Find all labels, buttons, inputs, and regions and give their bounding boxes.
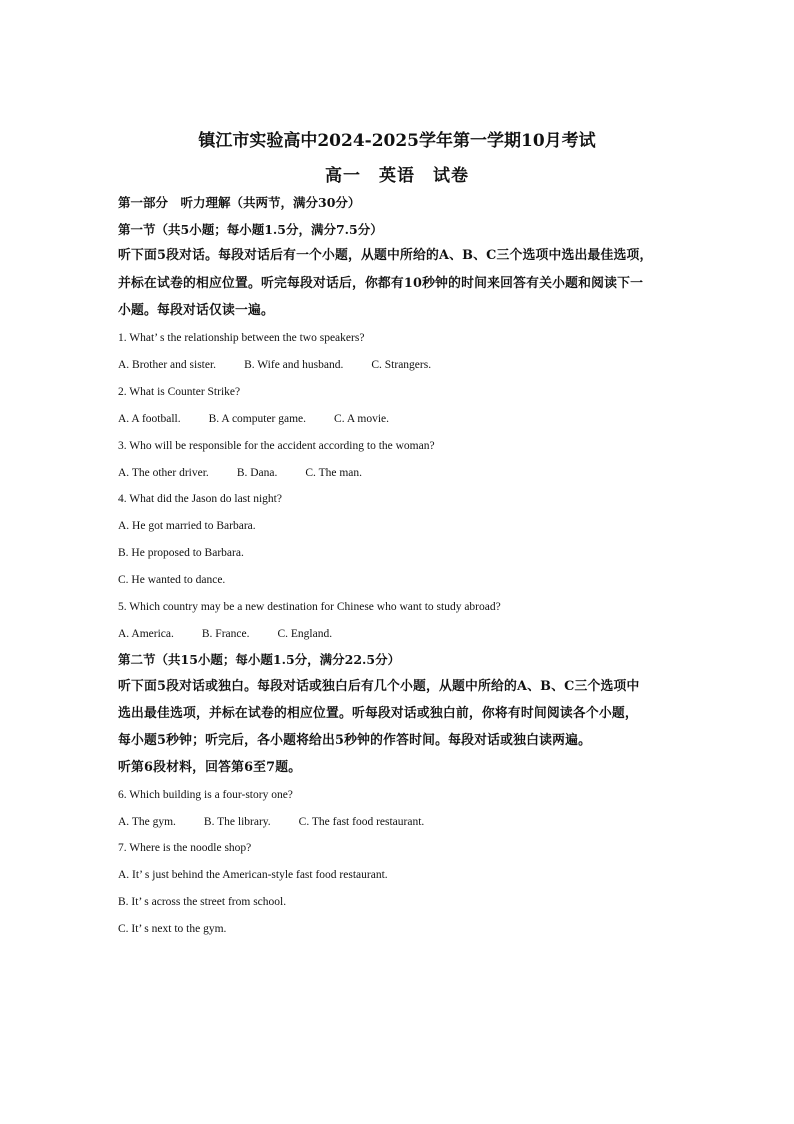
- option-b: B. It’ s across the street from school.: [118, 896, 287, 908]
- option-c: C. The man.: [305, 467, 363, 479]
- option-b: B. He proposed to Barbara.: [118, 547, 244, 559]
- option-a: A. The other driver.: [118, 467, 209, 479]
- option-a: A. Brother and sister.: [118, 359, 217, 371]
- section2-instruction-line: 听下面5段对话或独白。每段对话或独白后有几个小题，从题中所给的A、B、C三个选项中: [118, 679, 640, 694]
- material-note: 听第6段材料，回答第6至7题。: [118, 760, 302, 775]
- question-1: 1. What’ s the relationship between the two speakers?: [118, 332, 365, 344]
- option-c: C. Strangers.: [371, 359, 432, 371]
- question-3: 3. Who will be responsible for the accident according to the woman?: [118, 440, 435, 452]
- section2-instruction-line: 每小题5秒钟；听完后，各小题将给出5秒钟的作答时间。每段对话或独白读两遍。: [118, 733, 592, 748]
- option-c: C. He wanted to dance.: [118, 574, 226, 586]
- exam-subtitle: 高一 英语 试卷: [325, 166, 469, 186]
- option-a: A. It’ s just behind the American-style fast food restaurant.: [118, 869, 388, 881]
- question-5-options: [118, 626, 332, 642]
- option-c: C. The fast food restaurant.: [298, 816, 425, 828]
- question-1-options: [118, 357, 431, 373]
- option-b: B. Dana.: [236, 467, 278, 479]
- option-c: C. England.: [277, 628, 333, 640]
- option-b: B. Wife and husband.: [244, 359, 344, 371]
- question-6-options: [118, 814, 424, 830]
- part1-heading: 第一部分 听力理解（共两节，满分30分）: [118, 195, 361, 210]
- option-c: C. A movie.: [334, 413, 389, 425]
- section1-heading: 第一节（共5小题；每小题1.5分，满分7.5分）: [118, 222, 383, 237]
- option-a: A. America.: [118, 628, 174, 640]
- section1-instruction-line: 小题。每段对话仅读一遍。: [118, 303, 274, 318]
- question-2: 2. What is Counter Strike?: [118, 386, 241, 398]
- question-5: 5. Which country may be a new destination for Chinese who want to study abroad?: [118, 601, 501, 613]
- section1-instruction-line: 听下面5段对话。每段对话后有一个小题，从题中所给的A、B、C三个选项中选出最佳选项，: [118, 248, 653, 263]
- section2-instruction-line: 选出最佳选项，并标在试卷的相应位置。听每段对话或独白前，你将有时间阅读各个小题，: [118, 706, 638, 721]
- question-4: 4. What did the Jason do last night?: [118, 493, 282, 505]
- question-6: 6. Which building is a four-story one?: [118, 789, 293, 801]
- question-3-options: [118, 465, 362, 481]
- section2-heading: 第二节（共15小题；每小题1.5分，满分22.5分）: [118, 652, 401, 667]
- section1-instruction-line: 并标在试卷的相应位置。听完每段对话后，你都有10秒钟的时间来回答有关小题和阅读下一: [118, 276, 644, 291]
- exam-title: 镇江市实验高中2024-2025学年第一学期10月考试: [198, 131, 596, 151]
- option-a: A. A football.: [118, 413, 181, 425]
- option-b: B. The library.: [203, 816, 271, 828]
- option-a: A. The gym.: [118, 816, 176, 828]
- option-b: B. A computer game.: [208, 413, 307, 425]
- option-a: A. He got married to Barbara.: [118, 520, 256, 532]
- option-c: C. It’ s next to the gym.: [118, 923, 227, 935]
- question-2-options: [118, 411, 389, 427]
- question-7: 7. Where is the noodle shop?: [118, 842, 252, 854]
- option-b: B. France.: [201, 628, 250, 640]
